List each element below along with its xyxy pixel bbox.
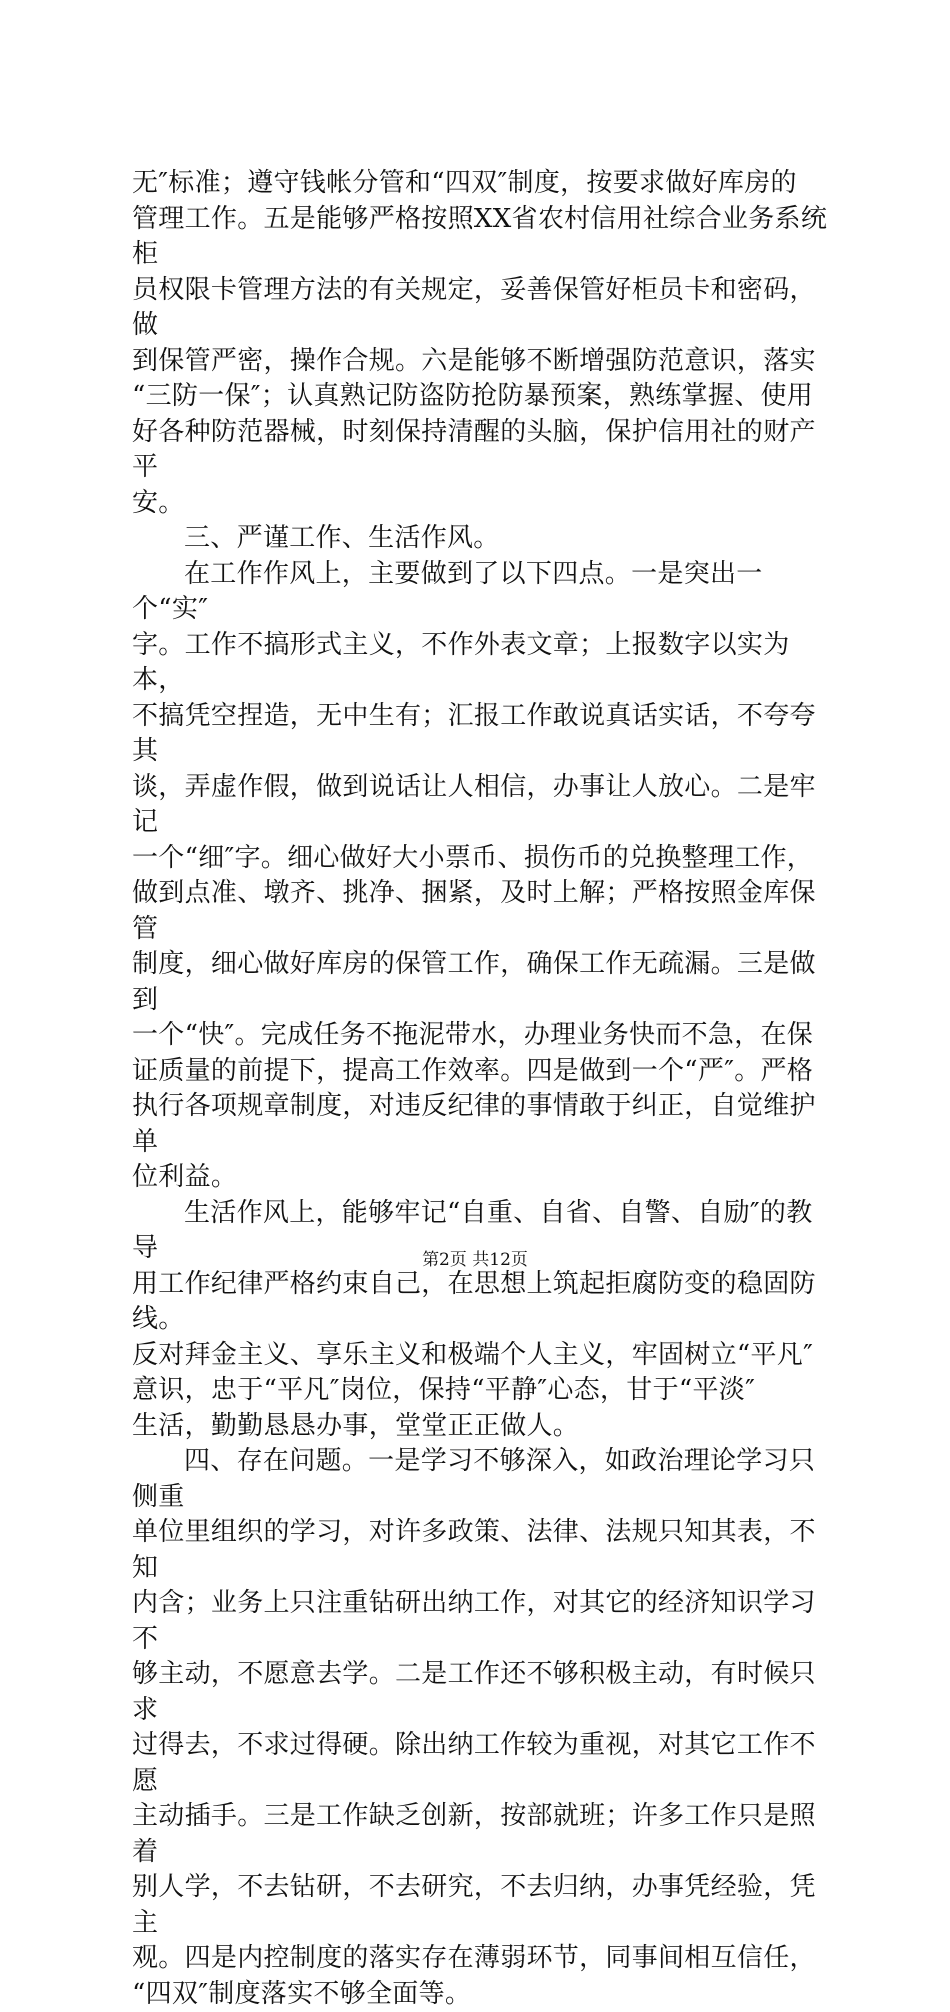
- paragraph-life-style: 生活作风上，能够牢记“自重、自省、自警、自励″的教导 用工作纪律严格约束自己，在思想上筑起拒腐防变的稳固防线。 反对拜金主义、享乐主义和极端个人主义，牢固树立“平凡″ 意识，忠于“平凡″岗位，保持“平静″心态，甘于“平淡″ 生活，勤勤恳恳办事，堂堂正正做人。: [132, 1197, 816, 1441]
- paragraph-work-style: 在工作作风上，主要做到了以下四点。一是突出一个“实″ 字。工作不搞形式主义，不作外表文章；上报数字以实为本， 不搞凭空捏造，无中生有；汇报工作敢说真话实话，不夸夸其 谈，弄虚作假，做到说话让人相信，办事让人放心。二是牢记 一个“细″字。细心做好大小票币、损伤币的兑换整理工作， 做到点准、墩齐、挑净、捆紧，及时上解；严格按照金库保管 制度，细心做好库房的保管工作，确保工作无疏漏。三是做到 一个“快″。完成任务不拖泥带水，办理业务快而不急，在保 证质量的前提下，提高工作效率。四是做到一个“严″。严格 执行各项规章制度，对违反纪律的事情敢于纠正，自觉维护单 位利益。: [132, 558, 816, 1192]
- page-number-footer: 第2页 共12页: [422, 1250, 528, 1270]
- paragraph-duties-continued: 无″标准；遵守钱帐分管和“四双″制度，按要求做好库房的 管理工作。五是能够严格按照XX省农村信用社综合业务系统柜 员权限卡管理方法的有关规定，妥善保管好柜员卡和密码，做 到保管严密，操作合规。六是能够不断增强防范意识，落实 “三防一保″；认真熟记防盗防抢防暴预案，熟练掌握、使用 好各种防范器械，时刻保持清醒的头脑，保护信用社的财产平 安。: [132, 168, 828, 518]
- paragraph-existing-problems: 四、存在问题。一是学习不够深入，如政治理论学习只侧重 单位里组织的学习，对许多政策、法律、法规只知其表，不知 内含；业务上只注重钻研出纳工作，对其它的经济知识学习不 够主动，不愿意去学。二是工作还不够积极主动，有时候只求 过得去，不求过得硬。除出纳工作较为重视，对其它工作不愿 主动插手。三是工作缺乏创新，按部就班；许多工作只是照着 别人学，不去钻研，不去研究，不去归纳，办事凭经验，凭主 观。四是内控制度的落实存在薄弱环节，同事间相互信任， “四双″制度落实不够全面等。: [132, 1446, 816, 2009]
- section-heading-work-style: 三、严谨工作、生活作风。: [184, 523, 500, 553]
- document-body: [132, 166, 832, 2012]
